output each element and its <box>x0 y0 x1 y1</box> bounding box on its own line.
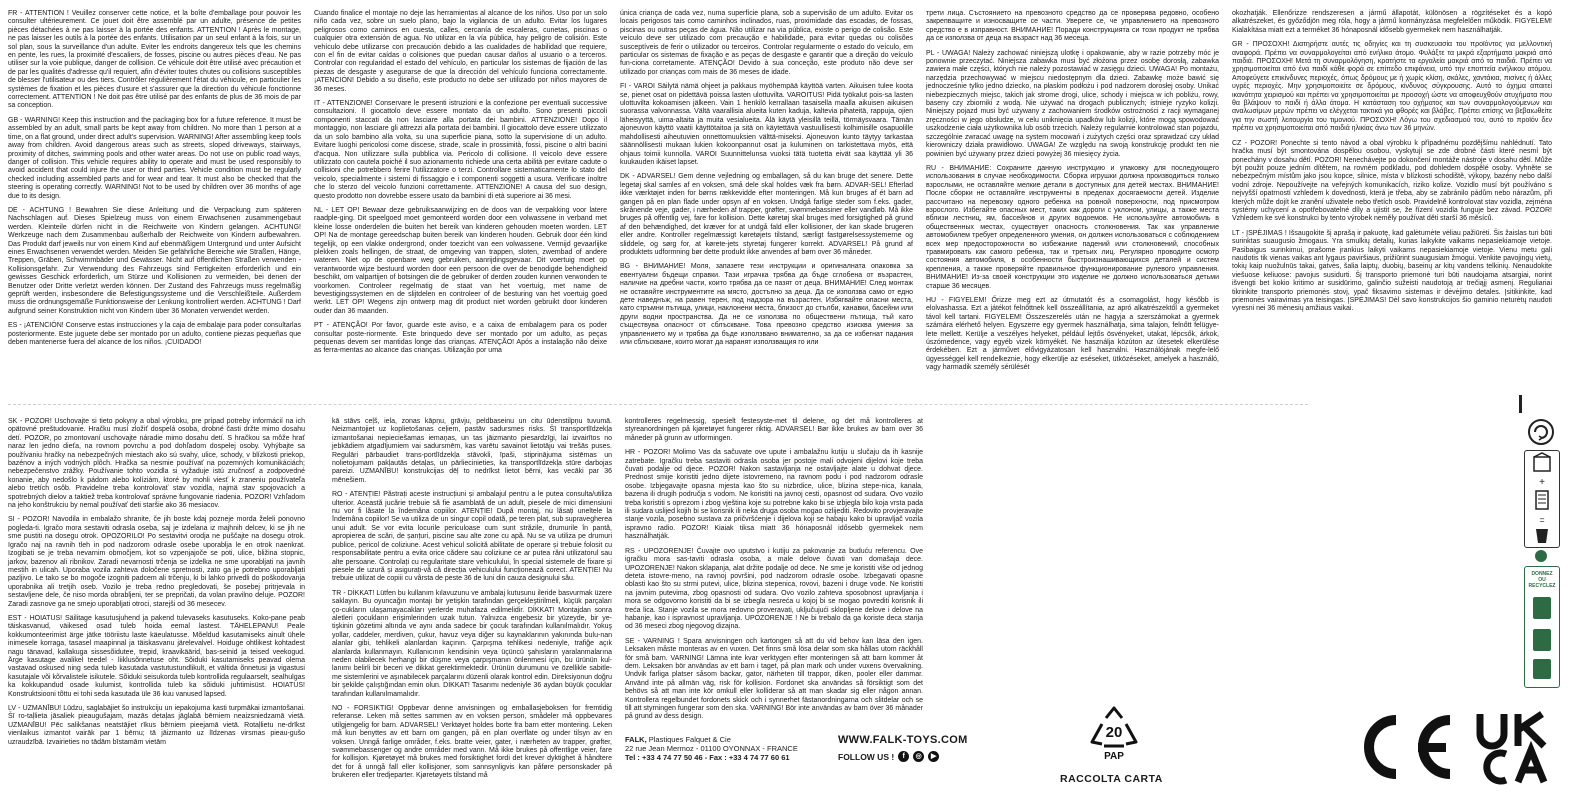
company-name: FALK, <box>625 735 647 744</box>
warning-lt: LT - ĮSPĖJIMAS ! Išsaugokite šį aprašą ir pakuotę, kad galėtumėte vėliau pažiūrėti. Šis žaislas turi būti surinktas suaugusio žmogaus. Yra smulkių detalių, kurias laikykite vaikams nepasiekiamoje vietoje. Pasibaigus surinkimui, prašome įrankius laikyti vaikams nepasiekiamoje vietoje. Vienu metu gali naudotis tik vienas vaikas ant lygaus paviršiaus, prižiūrint suaugusiam žmogui. Venkite pavojingų vietų, tokių kaip nuožulnūs takai, gatvės, šalia laiptų, duobių, baseinų ar kitų vandens telkinių. Nenaudokite viešuose keliuose: pavojus susidurti. Šį transporto priemonė turi būti naudojama atsargiai, norint išvengti bet kokio kritimo ar susidūrimo, galinčio sužeisti naudotoją ar trečiąjį asmenį. Reguliariai tikrinkite transporto priemonės stovį, ypač fiksavimo sistemas ir dėvėjimo detales. Įsitikinkite, kad priemonės vairavimas yra teisingas. ĮSPĖJIMAS! Dėl savo konstrukcijos šio gaminio neturėtų naudoti vyresni nei 36 mėnesių amžiaus vaikai. <box>1232 229 1552 313</box>
warning-column-7 <box>332 418 612 780</box>
warning-hu-cont: okozhatják. Ellenőrizze rendszeresen a jármű állapotát, különösen a rögzítéseket és a kopó alkatrészeket, és győződjön meg róla, hogy a jármű kormányzása megfelelően működik. FIGYELEM! Kialakítása miatt ezt a terméket 36 hónaposnál idősebb gyermekek nem használhatják. <box>1232 10 1552 34</box>
warning-hr: HR - POZOR! Molimo Vas da sačuvate ove upute i ambalažnu kutiju u slučaju da ih kasnije zatrebate. Igračku treba sastaviti odrasla osoba jer postoje mali odvojeni dijelovi koje treba čuvati podalje od djece. POZOR! Nakon sastavljanja ne ostavljajte alate u dohvat djece. Prednost smije koristiti jedno dijete istovremeno, na ravnom podu i pod nadzorom odrasle osobe. Izbjegavajte opasna mjesta kao što su nizbrdice, ulice, blizina stepe-nica, kanala, bazena ili drugih područja s vodom. Ne koristiti na javnoj cesti, opasnost od sudara. Ovo vozilo treba koristiti s oprezom i zbog vještina koje su potrebne kako bi se izbjegla bilo koja vrsta pada ili sudara uslijed kojih bi se korisnik ili neka druga osoba mogao ozlijediti. Redovito provjeravajte stanje vozila, posebno sustava za pričvršćenje i dijelova koji se habaju kako bi upravljač vozila ispravno radio. POZOR! Kiaiak tiksa miatt 36 hónaposnál idősebb gyermekek nem használhatják. <box>625 449 923 541</box>
warning-bg: BG - ВНИМАНИЕ! Моля, запазете тези инструкции и оригиналната опаковка за евентуални бъдещи справки. Тази играчка трябва да бъде сглобена от възрастен, наличие на дребни части, които трябва да се пазят от деца. ВНИМАНИЕ! След монтаж не оставяйте инструментите на място, достъпно за деца. Да се използва само от едно дете наведнъж, на равен терен, под надзора на възрастен. Избягвайте опасни места, като стръмни пътища, улици, наклонени места, близост до стълби, канавки, басейни или други водни пространства. Да не се използва по обществени пътища, тъй като съществува опасност от сблъскване. Това превозно средство изисква умения за управлението му и трябва да бъде използвано внимателно, за да се избегнат падания или сблъскване, които могат да наранят използващия го или <box>620 263 913 347</box>
warning-column-5 <box>1232 10 1552 380</box>
warning-column-6 <box>8 418 305 748</box>
warning-fr: FR - ATTENTION ! Veuillez conserver cette notice, et la boîte d'emballage pour pouvoir les consulter ultérieurement. Ce jouet doit être assemblé par un adulte, présence de petites pièces détachées à ne pas laisser à la portée des enfants. ATTENTION ! Après le montage, ne pas laisser les outils à la portée des enfants. Utilisation par un seul enfant à la fois, sur un sol plan, sous la surveillance d'un adulte. Eviter les endroits dangereux tels que les chemins en pente, les rues, la proximité d'escaliers, de fosses, piscine ou autres pièces d'eau. Ne pas utiliser sur la voie publique, danger de collision. Ce véhicule doit être utilisé avec précaution et de par les qualités d'adresse qu'il requiert, afin d'éviter toutes chutes ou collisions susceptibles de blesser l'utilisateur ou des tiers. Contrôler régulièrement l'état du véhicule, en particulier les systèmes de fixation et les pièces d'usure et s'assurer que la direction du véhicule fonctionne correctement. ATTENTION ! Ne doit pas être utilisé par des enfants de plus de 36 mois de par sa conception. <box>8 10 301 110</box>
warning-lv: LV - UZMANĪBU! Lūdzu, saglabājiet šo instrukciju un iepakojuma kasti turpmākai izmantošanai. Šī ro-taļlieta jāsaliek pieaugušajam, mazās detaļas jāglabā bērniem neaizsniedzamā vietā. UZMANĪBU! Pēc salikšanas neatstājiet rīkus bērniem pieejamā vietā. Rotaļlietu ne-drīkst vienlaikus izmantot vairāk par 1 bērnu; tā jāizmanto uz līdzenas virsmas pieau-gušo uzraudzībā. Izvairieties no tādām bīstamām vietām <box>8 705 305 746</box>
warning-column-2 <box>314 10 607 380</box>
warning-ro: RO - ATENȚIE! Păstrați aceste instrucțiuni și ambalajul pentru a le putea consulta/utiliza ulterior. Această jucărie trebuie să fie asamblată de un adult, piesele de mici dimensiuni nu vor fi lăsate la îndemâna copiilor. ATENȚIE! După montaj, nu lăsați uneltele la îndemâna copiilor! Se va utiliza de un singur copil odată, pe teren plat, sub supravegherea unui adult. Se vor evita locurile periculoase cum sunt străzile, drumurile în pantă, apropierea de scări, de șanțuri, piscine sau alte zone cu apă. Nu se va utiliza pe drumuri publice, pericol de coliziune. Acest vehicul solicită abilitate de operare și trebuie folosit cu responsabilitate pentru a evita orice căderе sau coliziune ce ar putea răni utilizatorul sau alte persoane. Controlați cu regularitate stare vehiculului, în special sistemele de fixare și piesele de uzură și asigurați-vă că direcția vehiculului funcționează corect. ATENȚIE! Nu trebuie utilizat de copiii cu vârsta de peste 36 de luni din cauza designului său. <box>332 491 612 583</box>
recyclez-label: RECYCLEZ <box>1528 583 1556 589</box>
warning-es-cont: Cuando finalice el montaje no deje las herramientas al alcance de los niños. Uso por un solo niño cada vez, sobre un suelo plano, bajo la vigilancia de un adulto. Evitar los lugares peligrosos como caminos en cuesta, calles, cercanía de escaleras, cunetas, piscinas o cualquier otra extensión de agua. No utilizar en la vía pública, hay peligro de colisión. Este vehículo debe utilizarse con precaución debido a las cualidades de habilidad que requiere, con el fin de evitar caídas o colisiones que puedan causar daños al usuario o a terceros. Controlar con regularidad el estado del vehículo, en particular los sistemas de fijación de las piezas de desgaste y asegurarse de que la dirección del vehículo funciona correctamente. ¡ATENCIÓN! Debido a su diseño, este producto no debe ser utilizado por niños mayores de 36 meses. <box>314 10 607 93</box>
recycling-label: RACCOLTA CARTA <box>1060 773 1163 785</box>
section-divider <box>8 404 1308 405</box>
donnez-label: DONNEZ <box>1531 571 1553 577</box>
warning-column-8 <box>625 418 923 721</box>
company-info <box>625 735 798 762</box>
warning-cz: CZ - POZOR! Ponechte si tento návod a obal výrobku k případnému pozdějšímu nahlédnutí. Tato hračka musí být smontována dospělou osobou, vyskytují se zde drobné části které nesmí být ponechány v dosahu dětí. POZOR! Nenechávejte po dokončení montáže nástroje v dosahu dětí. Může být použit pouze jedním dítětem, na rovném podkladu, pod dohledem dospělé osoby. Vyhněte se nebezpečným místům jako jsou kopce, silnice, místa v blízkosti schodiště, výkopy, bazény nebo další vodní zdroje. Nepoužívejte na veřejných komunikacích, riziko kolize. Vozidlo musí být používáno s nejvyšší opatrností vzhledem k dovednosti, která je třeba, aby se zabránilo pádům nebo nárazům, při kterých může dojít ke zranění uživatele nebo třetích osob. Pravidelně kontrolovat stav vozidla, zejména systémy uchycení a opotřebovatelné díly a ujistit se, že řízení vozidla funguje bez závad. POZOR! Vzhledem ke své konstrukci by tento výrobek neměly používat děti starší 36 měsíců. <box>1232 139 1552 223</box>
warning-hu: HU - FIGYELEM! Őrizze meg ezt az útmutatót és a csomagolást, hogy később is elolvashassa. Ezt a játékot felnőttnek kell összeállítania, az apró alkatrészektől a gyermeket távol kell tartani. FIGYELEM! Összeszerelés után ne hagyja a szerszámokat a gyermek számára elérhető helyen. Egyszerre egy gyermek használhatja, sima talajon, felnőtt felügye-lete mellett. Kerülje a veszélyes helyeket, például lejtős ösvényeket, utakat, lépcsők, árkok, úszómedence, vagy egyéb vizek környékét. Ne használja közúton az útesetek elkerülése érdekében. Ezt a járművet elővigyázatosan kell használni. Használójának megfe-lelő ügyességgel kell rendelkeznie, hogy elkerülje az eséseket, ütközéseket, amelyek a használó, vagy harmadik személy sérülését <box>926 297 1219 372</box>
triman-icon <box>1526 418 1556 446</box>
warning-se: SE - VARNING ! Spara anvisningen och kartongen så att du vid behov kan läsa den igen. Leksaken måste monteras av en vuxen. Det finns små lösa delar som ska hållas utom räckhåll för små barn. VARNING! Lämna inte kvar verktygen efter monteringen så att barn kommer åt dem. Leksaken bör användas av ett barn i taget, på plan mark och under vuxens övervakning. Undvik farliga platser såsom backar, gator, närheten till trappor, diken, pooler eller dammar. Använd inte på allmän väg, risk för kollision. Fordonet ska användas så försiktigt som det behövs så att man inte kör omkull eller kolliderar så att man skadar sig eller någon annan. Kontrollera regelbundet fordonets skick och i synnerhet fästanordningarna och slitdelar och se till att styrningen fungerar som den ska. VARNING! Bör inte användas av barn över 36 månader på grund av dess design. <box>625 637 923 721</box>
warning-gr: GR - ΠΡΟΣΟΧΗ! Διατηρήστε αυτές τις οδηγίες και τη συσκευασία του προϊόντος για μελλοντική αναφορά. Πρέπει να συναρμολογείται από ενήλικο άτομο. Φυλάξτε τα μικρά εξαρτήματα μακριά από παιδιά. ΠΡΟΣΟΧΗ! Μετά τη συναρμολόγηση, κρατήστε τα εργαλεία μακριά από τα παιδιά. Πρέπει να χρησιμοποιείται από ένα παιδί κάθε φορά σε επίπεδο επιφάνεια, υπό την εποπτεία ενήλικου ατόμου. Αποφεύγετε επικίνδυνες περιοχές, όπως δρόμους με ή χωρίς κλίση, σκάλες, χαντάκια, πισίνες ή άλλες υγρές περιοχές. Μην χρησιμοποιείτε σε δρόμους, κίνδυνος σύγκρουσης. Αυτό το όχημα απαιτεί ικανότητα χειρισμού και πρέπει να χρησιμοποιείται με προσοχή ώστε να αποφευχθούν ατυχήματα που θα βλάψουν το παιδί ή άλλα άτομα. Η κατάσταση του οχήματος και των συναρμολογούμενων και αναλωσίμων μερών πρέπει να ελέγχεται τακτικά για φθορές και βλάβες. Πρέπει επίσης να βεβαιωθείτε για την σωστή λειτουργία του τιμονιού. ΠΡΟΣΟΧΗ! Λόγω του σχεδιασμού του, αυτό το προϊόν δεν πρέπει να χρησιμοποιείται από παιδιά ηλικίας άνω των 36 μηνών. <box>1232 41 1552 133</box>
instagram-icon[interactable]: ◎ <box>913 751 924 762</box>
recycling-code: 20 <box>1105 724 1123 741</box>
website-link[interactable]: WWW.FALK-TOYS.COM <box>838 734 968 746</box>
warning-dk: DK - ADVARSEL! Gem denne vejledning og emballagen, så du kan bruge det senere. Dette legetøj skal samles af en voksen, små dele skal holdes væk fra børn. ADVAR-SEL! Efterlad ikke værktøjet inden for børns rækkevidde efter monteringen. Må kun bruges af ét barn ad gangen på en plan flade under opsyn af en voksen. Undgå farlige steder som f.eks. gader, skrånende veje, gader, i nærheden af trapper, grøfter, svømmebassiner eller vandløb. Må ikke bruges på offentlig vej, fare for kollision. Dette køretøj skal bruges med forsigtighed på grund af den behændighed, det kræver for at undgå fald eller kollisioner, der kan skade brugeren eller andre. Kontroller regelmæssigt køretøjets tilstand, særligt fastgørelsessystemerne og sliddele, og sørg for, at kørete-jets styretøj fungerer korrekt. ADVARSEL! På grund af produktets udformning bør dette produkt ikke anvendes af børn over 36 måneder. <box>620 173 913 256</box>
warning-fi: FI - VAROI Säilytä nämä ohjeet ja pakkaus myöhempää käyttöä varten. Aikuisen tulee koota se, pienet osat on pidettävä poissa lasten ulottuvilta. VAROITUS! Pidä työkalut pois-sa lasten ulottuvilta kokoamisen jälkeen. Vain 1 henkilö kerrallaan tasaisella maalla aikuisen aikuisen suorassa valvonnassa. Vältä vaarallisia alueita kuten kaduja, kaltevia pihateitä, rappuja, ojien läheisyyttä, uima-altaita ja muita vesialueita. Älä käytä yleisillä teillä, törmäysvaara. Tämän ajoneuvon käyttö vaatii käyttötaitoa ja sitä on käytettävä vastuullisesti kolhimisille osapuolille mahdollisesti aiheutuvien onnettomuuksien välttä-miseksi. Ajoneuvon kunto täytyy tarkastaa säännöllisesti mukaan lukien kokoonpannut osat ja kuluminen on tarkistettava myös, että ohjaus toimii kunnolla. VAROI Suunnittelunsa vuoksi tätä tuotetta eivät saa käyttää yli 36 kuukauden ikäiset lapset. <box>620 83 913 166</box>
warning-rs: RS - UPOZORENJE! Čuvajte ovo uputstvo i kutiju za pakovanje za buduću referencu. Ove igračku mora sas-taviti odrasla osoba, a male delove čuvati van domašaja dece. UPOZORENJE! Nakon sklapanja, alat držite podalje od dece. Ne sme je koristiti više od jednog deteta istovre-meno, na ravnoj površini, pod nadzorom odrasle osobe. Izbegavati opasne oblasti kao što su strmi putevi, ulice, blizina stepenica, rovovi, bazeni i druge vode. Ne koristiti na javnim putevima, zbog opasnosti od sudara. Ovo vozilo zahteva sposobnost upravljanja i mora se odgovorno koristiti da bi se izbegla nesreća u kojoj bi se mogao povrediti korisnik ili treća lica. Stanje vozila se mora redovno proveravati, uključujući sklopljene delove i delove na habanje, kao i ispravnost upravljanja. UPOZORENJE ! Ne bi trebalo da ga koriste deca starija od 36 meseci zbog njegovog dizajna. <box>625 547 923 631</box>
warning-lv-cont: kā stāvs ceļš, iela, zonas kāpņu, grāvju, peldbaseinu un citu ūdenstilpņu tuvumā. Neizmantojiet uz koplietošanas ceļiem, pastāv sadursmes risks. Šī transportlīdzekļa izmantošanai nepieciešamas iemaņas, un tas jāizmanto piesardzīgi, lai izvairītos no jebkādiem atgadījumiem vai sadursmēm, kas varētu savainot lietotāju vai trešās puses. Regulāri pārbaudiet trans-portlīdzekļa stāvokli, īpaši, stiprinājuma sistēmas un nolietojumam pakļautās detaļas, un pārliecinieties, ka transportlīdzekļa stūre darbojas pareizi. UZMANĪBU! konstrukcijas dēļ to nedrīkst lietot bērni, kas vecāki par 36 mēnešiem. <box>332 418 612 484</box>
youtube-icon[interactable]: ▶ <box>928 751 939 762</box>
warning-bg-cont: трети лица. Състоянието на превозното средство да се проверява редовно, особено закрепващите и износващите се части. Уверете се, че управлението на превозното средство е в изправност. ВНИМАНИЕ! Поради конструкцията си този продукт не трябва да се използва от деца на възраст над 36 месеца. <box>926 10 1219 43</box>
follow-us-label: FOLLOW US ! <box>838 751 895 762</box>
warning-no: NO - FORSIKTIG! Oppbevar denne anvisningen og emballasjeboksen for fremtidig referanse. Leken må settes sammen av en voksen person, smådeler må oppbevares utilgjengelig for barn. ADVARSEL! Verktøyet holdes borte fra barn etter montering. Leken må kun benyttes av ett barn om gangen, på en plan overflate og under tilsyn av en voksen. Unngå farlige områder, f.eks. bratte veier, gater, i nærheten av trapper, grøfter, svømmebassenger og andre områder med vann. Må ikke brukes på offentlige veier, fare for kollisjon. Kjøretøyet må brukes med forsiktighet fordi det krever dyktighet å håndtere det for å unngå fall eller kollisjoner, som sannsynligvis kan påføre personskader på brukeren eller tredjeparter. Kjøretøyets tilstand må <box>332 705 612 780</box>
color-strip <box>1519 395 1522 413</box>
recycling-triangle-icon <box>1090 706 1138 762</box>
ou-label: OU <box>1538 577 1546 583</box>
warning-column-3 <box>620 10 913 380</box>
warning-pl: PL - UWAGA! Należy zachować niniejszą ulotkę i opakowanie, aby w razie potrzeby móc je ponownie przeczytać. Niniejsza zabawka musi być złożona przez osobę dorosłą, zabawka zawiera małe części, których nie należy pozostawiać w zasięgu dzieci. UWAGA! Po montażu, narzędzia przechowywać w miejscu niedostępnym dla dzieci. Zabawkę może bawić się jednocześnie tylko jedno dziecko, na płaskim podłożu i pod nadzorem dorosłej osoby. Unikać niebezpiecznych miejsc, takich jak strome drogi, ulice, schody i miejsca w ich pobliżu, rowy, baseny czy zbiorniki z wodą. Nie używać na drogach publicznych; istnieje ryzyko kolizji. Niniejszy pojazd musi być używany z zachowaniem środków ostrożności z racji wymaganej zręczności w jego obsłudze, w celu uniknięcia upadków lub kolizji, które mogą spowodować uszkodzenie ciała użytkownika lub osób trzecich. Należy regularnie kontrolować stan pojazdu, szczególnie zwracać uwagę na system mocowań i zużytych części oraz sprawdzać czy układ kierowniczy działa prawidłowo. UWAGA! Ze względu na swoją konstrukcję produkt ten nie powinien być używany przez dzieci powyżej 36 miesięcy życia. <box>926 49 1219 158</box>
warning-gb: GB - WARNING! Keep this instruction and the packaging box for a future reference. It must be assembled by an adult, small parts be kept away from children. No more than 1 person at a time, on a flat ground, under direct adult's supervision. WARNING! After assembling keep tools away from children. Avoid dangerous areas such as streets, sloped driveways, stairways, proximity of ditches, swimming pools and other water areas. Do not use on public road ways, danger of collision. This vehicle requires ability to operate and must be used responsibly to avoid accident that could injure the user or third parties. Vehicle condition must be regularly checked including assembled parts and for wear and tear. It must also be checked that the steering is operating correctly. WARNING! Not to be used by children over 36 months of age due to its design. <box>8 116 301 200</box>
warning-tr: TR - DİKKAT! Lütfen bu kullanım kılavuzunu ve ambalaj kutusunu ileride basvurmak üzere saklayın. Bu oyuncağın montajı bir yetişkin tarafından gerçekleştirilmeli, küçük parçaları ço-cukların ulaşamayacakları yerlerde muhafaza edilmelidir. DİKKAT! Montajdan sonra aletleri çocukların erişimlerinden uzak tutun. Yalnızca engebesiz bir yüzeyde, bir ye-tişkinin gözetimi altında ve aynı anda sadece bir çocuk tarafından kullanılmalıdır. Yokuş yollar, caddeler, merdiven, çukur, havuz veya diğer su kaynaklarının yakınında bulu-nan alanlar gibi, tehlikeli alanlardan kaçının. Çarpışma tehlikesi nedeniyle, trafiğe açık alanlarda kullanmayın. Kullanıcının kendisinin veya üçüncü şahısların yaralanmalarına neden olabilecek herhangi bir düşme veya çarpışmanın önlenmesi için, bu ürünün kul-lanımı belirli bir beceri ve dikkat gerektirmektedir. Ürünün durumunu ve özellikle sabitle-me sistemlerini ve aşınabilecek parçalarını düzenli olarak kontrol edin. Direksiyonun doğru bir şekilde çalıştığından emin olun. DİKKAT! Tasarımı nedeniyle 36 aydan büyük çocuklar tarafından kullanılmamalıdır. <box>332 589 612 698</box>
recycle-arrow-icon <box>1526 548 1556 564</box>
warning-column-1 <box>8 10 301 380</box>
donnez-recyclez-icon <box>1524 566 1560 688</box>
recycling-instructions-icon <box>1524 450 1560 548</box>
company-line-1: Plastiques Falquet & Cie <box>648 735 731 744</box>
ce-mark-icon <box>1352 714 1456 780</box>
recycling-material: PAP <box>1104 751 1124 762</box>
sorting-logos <box>1524 418 1558 688</box>
warning-de: DE - ACHTUNG ! Bewahren Sie diese Anleitung und die Verpackung zum späteren Nachschlagen auf. Dieses Spielzeug muss von einem Erwachsenen zusammengebaut werden. Kleinteile dürfen nicht in die Reichweite von Kindern gelangen. ACHTUNG! Werkzeuge nach dem Zusammenbau außerhalb der Reichweite von Kindern aufbewahren. Das Produkt darf jeweils nur von einem Kind auf ebenmäßigem Untergrund und unter Aufsicht eines Erwachsenen verwendet werden. Meiden Sie gefährliche Bereiche wie Straßen, Hänge, Treppen, Gräben, Schwimmbäder und Gewässer. Nicht auf öffentlichen Straßen verwenden - Kollisionsgefahr. Zur Verwendung des Fahrzeugs sind Fertigkeiten erforderlich und ein gewisses Geschick erforderlich, um Stürze und Kollisionen zu vermeiden, bei denen der Benutzer oder Dritte verletzt werden können. Der Zustand des Fahrzeugs muss regelmäßig geprüft werden, insbesondere die Befestigungssysteme und die Verschleißteile. Außerdem muss die ordnungsgemäße Funktionsweise der Lenkung kontrolliert werden. ACHTUNG ! Darf aufgrund seiner Konstruktion nicht von Kindern über 36 Monaten verwendet werden. <box>8 206 301 315</box>
warning-ru: RU - ВНИМАНИЕ: Сохраните данную инструкцию и упаковку для последующего использования в случае необходимости. Сборка игрушки должна производиться только взрослыми, не оставляйте мелкие детали в доступных для детей местах. ВНИМАНИЕ! После сборки не оставляйте инструменты в пределах досягаемости детей. Изделие рассчитано на перевозку одного ребенка на ровной поверхности, под присмотром взрослого. Избегайте опасных мест, таких как дороги с уклоном, улицы, а также места вблизи лестниц, ям, бассейнов и других водоемов. Не используйте автомобиль в общественных местах, существует опасность столкновения. Так как управление автомобилем требует определенного умения, он должен использоваться с соблюдением всех мер предосторожности во избежание падений или столкновений, способных травмировать как самого ребенка, так и третьих лиц. Регулярно проводите осмотр состояния автомобиля, в особенности быстроизнашивающихся деталей и систем крепления, а также проверяйте правильное функционирование рулевого управления. ВНИМАНИЕ! Из-за своей конструкции это изделие не должно использоваться детьми старше 36 месяцев. <box>926 164 1219 290</box>
warning-es: ES - ¡ATENCIÓN! Conserve estas instrucciones y la caja de embalaje para poder consultarlas posteriormente. Este juguete debe ser montado por un adulto, contiene piezas pequeñas que deben mantenerse fuera del alcance de los niños. ¡CUIDADO! <box>8 322 301 347</box>
warning-sk: SK - POZOR! Uschovajte si tieto pokyny a obal výrobku, pre prípad potreby informácií na ich opätovné preštudovanie. Hračku musí zložiť dospelá osoba, drobné časti držte mimo dosahu detí. POZOR, po zmontovaní uschovajte náradie mimo dosahu detí. S hračkou sa môže hrať naraz len jedno dieťa, na rovnom povrchu a pod dohľadom dospelej osoby. Vyhýbajte sa používaniu hračky na nebezpečných miestach ako sú svahy, ulice, schody, v blízkosti priekop, bazénov a iných vodných plôch. Hračka sa nesmie používať na pozemných komunikáciách; nebezpečenstvo zrážky. Používanie tohto vozidla si vyžaduje istú zručnosť a zodpovedné konanie, aby nedošlo k pádom alebo kolíziám, ktoré by mohli viesť k zraneniu používateľa alebo tretích osôb. Pravidelne treba kontrolovať stav vozidla, najmä stav spojovacích a spotrebných dielov a taktiež treba kontrolovať správne fungovanie riadenia. POZOR! Vzhľadom na jeho konštrukciu by nemal používať deti staršie ako 36 mesiacov. <box>8 418 305 510</box>
svg-text:=: = <box>1539 515 1545 525</box>
follow-us <box>838 751 939 762</box>
warning-column-4 <box>926 10 1219 380</box>
recycling-bin-icon <box>1525 589 1559 685</box>
warning-est: EST - HOIATUS! Säilitage kasutusjuhend ja pakend tulevaseks kasutuseks. Koko-pane peab täiskasvanud, väikesed osad tuleb hoida eemal lastest. TÄHELEPANU! Peale kokkumonteerimist ärge jätke tööriistu laste käeulatusse. Mõeldud kasutamiseks ainult ühele inimesele korraga, tasasel maapinnal ja täiskasvanu järelevalvel. Hoiduge ohtlikest kohtadest nagu tänavad, kallakuga sissesõidutee, trepid, kraavikäärid, bas-seinid ja teised veekogud. Ärge kasutage avalikel teedel - liiklusõnnetuse oht. Sõiduki kasutamiseks peavad olema vastavad oskused ning seda tuleb kasutada vastutustundlikult, et vältida õnnetusi ja vigastusi kasutajale või kõrvalistele isikutele. Sõiduki seisukorda tuleb kontrollida regulaarselt, sealhulgas ka kokkupandud osade kulumist, kontrollida tuleb ka sõiduki juhtimisüst. HOIATUS! Konstruktsiooni tõttu ei tohi seda kasutada üle 36 kuu vanused lapsed. <box>8 614 305 698</box>
warning-nl: NL - LET OP! Bewaar deze gebruiksaanwijzing en de doos van de verpakking voor latere raadple-ging. Dit speelgoed moet gemonteerd worden door een volwassene in verband met kleine losse onderdelen die buiten het bereik van kinderen gehouden moeten worden. LET OP! Na de montage gereedschap buiten bereik van kinderen houden. Gebruik door één kind tegelijk, op een vlakke ondergrond, onder toezicht van een volwassene. Vermijd gevaarlijke plekken zoals hellingen, de straat, de omgeving van trappen, sloten, zwembad of andere wateren. Niet op de openbare weg gebruiken, aanrijdingsgevaar. Dit voertuig moet op verantwoorde wijze bestuurd worden door een persoon die over de benodigde behendigheid beschikt, om valpartijen of botsingen die de gebruiker of derden zouden kunnen verwonden te voorkomen. Controleer regelmatig de staat van het voertuig, met name de bevestigingssystemen en de slijtdelen en controleer of de besturing van het voertuig goed werkt. LET OP! Wegens zijn ontwerp mag dit product niet worden gebruikt door kinderen ouder dan 36 maanden. <box>314 206 607 315</box>
warning-pt: PT - ATENÇÃO! Por favor, guarde este aviso, e a caixa de embalagem para os poder consultar poste-riormente. Este brinquedo deve ser montado por um adulto, as peças pequenas devem ser mantidas longe das crianças. ATENÇÃO! Após a instalação não deixe as ferra-mentas ao alcance das crianças. Utilização por uma <box>314 322 607 355</box>
ukca-mark-icon <box>1476 712 1548 784</box>
svg-text:+: + <box>1539 477 1545 488</box>
company-address: 22 rue Jean Mermoz - 01100 OYONNAX - FRANCE <box>625 744 798 753</box>
warning-si: SI - POZOR! Navodila in embalažo shranite, če jih boste kdaj pozneje morda želeli ponovno pogleda-ti. Igračo mora sestaviti odrasla oseba, saj je izdelana iz majhnih delcev, ki se jih ne sme pustiti na dosegu otrok. OPOZORILO! Po sestavitvi orodja ne puščajte na dosegu otrok. Igračo naj na ravnih tleh in pod nadzorom odrasle osebe uporablja le en otrok naenkrat. Izogibati se je treba nevarnim območjem, kot so vzpenjajoče se poti, ulice, bližina stopnic, jarkov, bazenov ali ribnikov. Zaradi nevarnosti trčenja se izdelka ne sme uporabljati na javnih mestih in ulicah. Uporaba vozila zahteva določene spretnosti, zato ga je potrebno uporabljati pazljivo. Le tako se bo mogoče izogniti padcem ali trčenju, ki bi lahko privedli do poškodovanja uporabnika ali tretjih oseb. Vozilo je treba redno pregledovati, še posebej pritrjevala in sestavljene dele, če niso morda obrabljeni, ter se prepričati, da volan pravilno deluje. POZOR! Zaradi zasnove ga ne smejo uporabljati otroci, starejši od 36 mesecev. <box>8 516 305 608</box>
company-phone: Tel : +33 4 74 77 50 46 - Fax : +33 4 74 77 60 61 <box>625 753 790 762</box>
facebook-icon[interactable]: f <box>898 751 909 762</box>
warning-it: IT - ATTENZIONE! Conservare le presenti istruzioni e la confezione per eventuali successive consultazioni. Il giocattolo deve essere montato da un adulto. Sono presenti piccoli componenti staccati da non lasciare alla portata dei bambini. ATTENZIONE! Dopo il montaggio, non lasciare gli attrezzi alla portata dei bambini. Il giocattolo deve essere utilizzato da un solo bambino alla volta, su una superficie piana, sotto la supervisione di un adulto. Evitare luoghi pericolosi come discese, strade, scale in prossimità, fossi, piscine o altri bacini d'acqua. Non utilizzare sulla pubblica via. Pericolo di collisione. Il veicolo deve essere utilizzato con cautela poiché il suo azionamento richiede una certa abilità per evitare cadute o collisioni che potrebbero ferire l'utilizzatore o terzi. Controllare sistematicamente lo stato del veicolo, specialmente i sistemi di fissaggio e i componenti soggetti a usura. Verificare inoltre che lo sterzo del veicolo funzioni correttamente. ATTENZIONE! A causa del suo design, questo prodotto non dovrebbe essere usato da bambini di età superiore ai 36 mesi. <box>314 100 607 200</box>
warning-no-cont: kontrolleres regelmessig, spesielt festesyste-met til delene, og det må kontrolleres at styreanordningen på kjøretøyet fungerer riktig. ADVARSEL! Bør ikke brukes av barn over 36 måneder på grunn av utformingen. <box>625 418 923 442</box>
warning-pt-cont: única criança de cada vez, numa superfície plana, sob a supervisão de um adulto. Evitar os locais perigosos tais como caminhos inclinados, ruas, proximidade das escadas, de fossas, piscinas ou outras peças de água. Não utilizar na via pública, existe o perigo de colisão. Este veículo deve ser utilizado com precaução e habilidade, para evitar quedas ou colisões susceptíveis de ferir o utilizador ou terceiros. Controlar regularmente o estado do veículo, em particular os sistemas de fixação e as peças de desgaste e garantir que a direção do veículo fun-ciona corretamente. ATENÇÃO! Devido à sua conceção, este produto não deve ser utilizado por crianças com mais de 36 meses de idade. <box>620 10 913 76</box>
